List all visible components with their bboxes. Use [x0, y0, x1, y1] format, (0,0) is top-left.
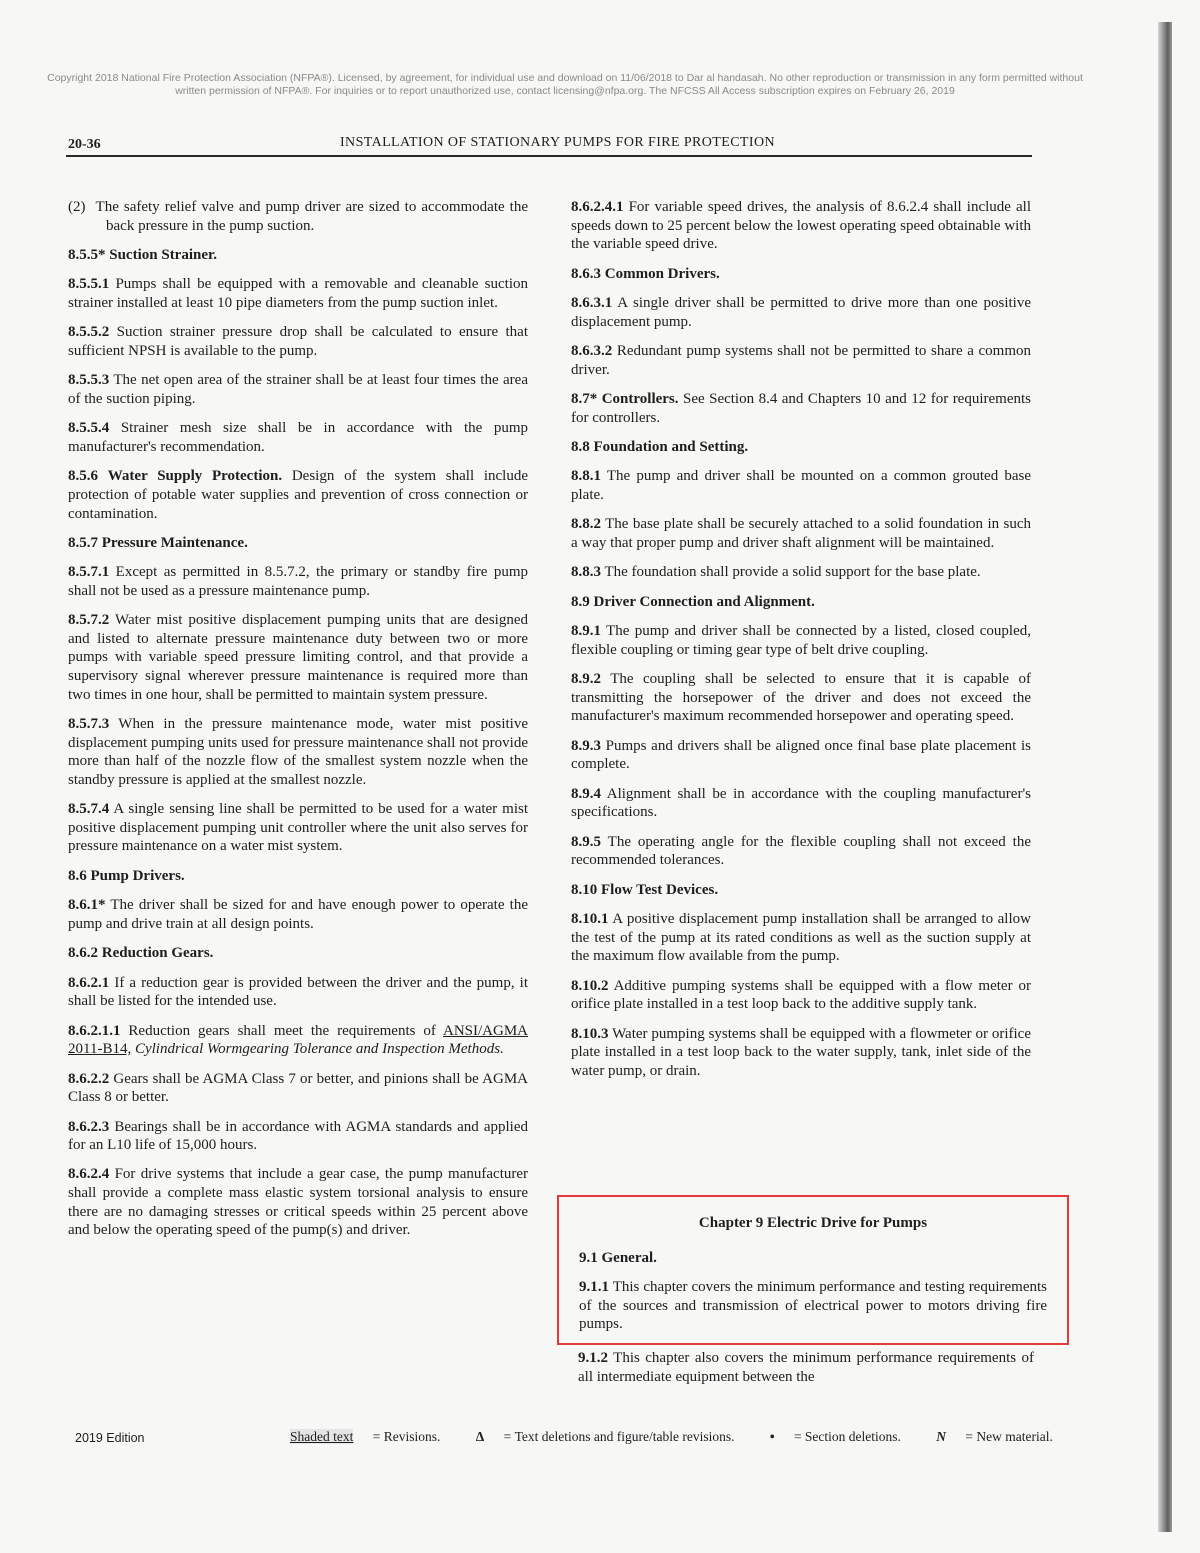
right-column: [571, 198, 1031, 1091]
section-8-5-7-heading: 8.5.7 Pressure Maintenance.: [68, 534, 248, 551]
page-number: 20-36: [68, 137, 101, 152]
copyright-line-1: Copyright 2018 National Fire Protection Association (NFPA®). Licensed, by agreement, for individual use and download on 11/06/2018 to Dar al handasah. No other reproduction or transmission in any form permitted without: [47, 72, 1083, 84]
running-title: INSTALLATION OF STATIONARY PUMPS FOR FIRE PROTECTION: [340, 135, 775, 150]
section-8-10-heading: 8.10 Flow Test Devices.: [571, 881, 719, 898]
section-8-7: 8.7* Controllers. See Section 8.4 and Chapters 10 and 12 for requirements for controllers.: [571, 390, 1031, 426]
section-8-6-2-4: 8.6.2.4 For drive systems that include a gear case, the pump manufacturer shall provide a complete mass elastic system torsional analysis to ensure there are no damaging stresses or critical speeds within 25 percent above and below the operating speed of the pump(s) and driver.: [68, 1166, 529, 1239]
chapter-9-content: [559, 1214, 1067, 1334]
legend-delta: Δ = Text deletions and figure/table revisions.: [475, 1429, 735, 1444]
chapter-9-highlight-box: [557, 1195, 1069, 1345]
section-8-5-5-3: 8.5.5.3 The net open area of the strainer shall be at least four times the area of the suction piping.: [68, 372, 528, 407]
section-8-5-5-2: 8.5.5.2 Suction strainer pressure drop shall be calculated to ensure that sufficient NPSH is available to the pump.: [68, 324, 528, 359]
copyright-notice: [0, 72, 1130, 98]
section-9-1-heading: 9.1 General.: [579, 1249, 657, 1266]
standard-title: Cylindrical Wormgearing Tolerance and Inspection Methods.: [134, 1041, 504, 1058]
section-8-6-2-1: 8.6.2.1 If a reduction gear is provided between the driver and the pump, it shall be listed for the intended use.: [68, 974, 529, 1010]
section-8-6-2-1-1: 8.6.2.1.1 Reduction gears shall meet the requirements of ANSI/AGMA 2011-B14, Cylindrical Wormgearing Tolerance and Inspection Methods.: [68, 1022, 528, 1058]
copyright-line-2: written permission of NFPA®. For inquiries or to report unauthorized use, contact licensing@nfpa.org. The NFCSS All Access subscription expires on February 26, 2019: [175, 85, 955, 97]
section-8-9-4: 8.9.4 Alignment shall be in accordance with the coupling manufacturer's specifications.: [571, 785, 1031, 821]
section-8-5-7-3: 8.5.7.3 When in the pressure maintenance mode, water mist positive displacement pumping units used for pressure maintenance shall not provide more than half of the nozzle flow of the smallest system nozzle when the standby pressure is applied at the smallest nozzle.: [68, 716, 528, 788]
section-8-10-1: 8.10.1 A positive displacement pump installation shall be arranged to allow the test of the pump at its rated conditions as well as the suction supply at the maximum flow available from the pump.: [571, 910, 1031, 965]
revision-legend: [290, 1429, 1085, 1445]
section-8-5-5-heading: 8.5.5* Suction Strainer.: [68, 246, 218, 263]
section-8-5-6: 8.5.6 Water Supply Protection. Design of the system shall include protection of potable water supplies and prevention of cross connection or contamination.: [68, 468, 529, 522]
section-8-6-2-4-1: 8.6.2.4.1 For variable speed drives, the analysis of 8.6.2.4 shall include all speeds down to 25 percent below the lowest operating speed obtainable with the variable speed drive.: [571, 199, 1032, 253]
section-8-5-7-4: 8.5.7.4 A single sensing line shall be permitted to be used for a water mist positive displacement pumping unit controller where the unit also serves for pressure maintenance on a water mist system.: [68, 801, 528, 855]
standard-reference: ANSI/AGMA 2011-B14,: [68, 1022, 528, 1058]
section-9-1-2: 9.1.2 This chapter also covers the minimum performance requirements of all intermediate equipment between the: [578, 1350, 1035, 1385]
section-8-8-heading: 8.8 Foundation and Setting.: [571, 438, 749, 455]
section-8-6-2-3: 8.6.2.3 Bearings shall be in accordance with AGMA standards and applied for an L10 life of 15,000 hours.: [68, 1118, 529, 1154]
section-8-8-1: 8.8.1 The pump and driver shall be mounted on a common grouted base plate.: [571, 468, 1031, 503]
edition-label: 2019 Edition: [75, 1431, 145, 1445]
section-8-6-2-heading: 8.6.2 Reduction Gears.: [68, 945, 214, 962]
section-8-6-1: 8.6.1* The driver shall be sized for and have enough power to operate the pump and drive train at all design points.: [68, 897, 528, 932]
legend-bullet: • = Section deletions.: [769, 1429, 901, 1444]
section-8-10-3: 8.10.3 Water pumping systems shall be equipped with a flowmeter or orifice plate installed in a test loop back to the water supply, tank, inlet side of the water pump, or drain.: [571, 1025, 1031, 1079]
section-8-5-5-4: 8.5.5.4 Strainer mesh size shall be in accordance with the pump manufacturer's recommendation.: [68, 420, 528, 455]
section-8-5-7-2: 8.5.7.2 Water mist positive displacement pumping units that are designed and listed to alternate pressure maintenance duty between two or more pumps with variable speed pressure limiting control, and that provide a supervisory signal wherever pressure maintenance is required more than two times in one hour, shall be permitted to maintain system pressure.: [68, 612, 528, 703]
section-9-1-1: 9.1.1 This chapter covers the minimum performance and testing requirements of the sources and transmission of electrical power to motors driving fire pumps.: [579, 1278, 1047, 1333]
section-8-9-5: 8.9.5 The operating angle for the flexible coupling shall not exceed the recommended tolerances.: [571, 833, 1031, 869]
section-8-9-1: 8.9.1 The pump and driver shall be connected by a listed, closed coupled, flexible coupling or timing gear type of belt drive coupling.: [571, 623, 1031, 658]
section-8-5-7-1: 8.5.7.1 Except as permitted in 8.5.7.2, the primary or standby fire pump shall not be used as a pressure maintenance pump.: [68, 564, 529, 599]
legend-shaded: Shaded text = Revisions.: [290, 1429, 441, 1444]
header-rule: [66, 155, 1032, 157]
section-8-8-3: 8.8.3 The foundation shall provide a solid support for the base plate.: [571, 564, 981, 581]
section-8-6-3-heading: 8.6.3 Common Drivers.: [571, 265, 720, 282]
section-8-9-3: 8.9.3 Pumps and drivers shall be aligned once final base plate placement is complete.: [571, 737, 1032, 773]
left-column: [68, 198, 528, 1251]
section-8-6-2-2: 8.6.2.2 Gears shall be AGMA Class 7 or better, and pinions shall be AGMA Class 8 or better.: [68, 1070, 528, 1106]
section-8-9-heading: 8.9 Driver Connection and Alignment.: [571, 593, 815, 610]
section-8-5-5-1: 8.5.5.1 Pumps shall be equipped with a removable and cleanable suction strainer installed at least 10 pipe diameters from the pump suction inlet.: [68, 276, 528, 311]
section-8-6-heading: 8.6 Pump Drivers.: [68, 867, 185, 884]
list-item-2: (2) The safety relief valve and pump driver are sized to accommodate the back pressure in the pump suction.: [68, 199, 528, 234]
section-8-6-3-1: 8.6.3.1 A single driver shall be permitted to drive more than one positive displacement pump.: [571, 294, 1031, 330]
section-8-9-2: 8.9.2 The coupling shall be selected to ensure that it is capable of transmitting the horsepower of the driver and does not exceed the manufacturer's maximum recommended horsepower and operating speed.: [571, 671, 1032, 725]
scan-edge-shadow: [1158, 22, 1172, 1532]
chapter-9-title: Chapter 9 Electric Drive for Pumps: [698, 1215, 928, 1231]
new-material-icon: N: [936, 1429, 947, 1444]
chapter-9-continued: [578, 1349, 1034, 1397]
section-8-8-2: 8.8.2 The base plate shall be securely attached to a solid foundation in such a way that proper pump and driver shaft alignment will be maintained.: [571, 516, 1031, 551]
delta-icon: Δ: [475, 1429, 485, 1444]
section-8-6-3-2: 8.6.3.2 Redundant pump systems shall not be permitted to share a common driver.: [571, 342, 1032, 378]
section-8-10-2: 8.10.2 Additive pumping systems shall be equipped with a flow meter or orifice plate installed in a test loop back to the additive supply tank.: [571, 977, 1031, 1013]
legend-new: N = New material.: [936, 1429, 1053, 1444]
bullet-icon: •: [769, 1429, 775, 1444]
